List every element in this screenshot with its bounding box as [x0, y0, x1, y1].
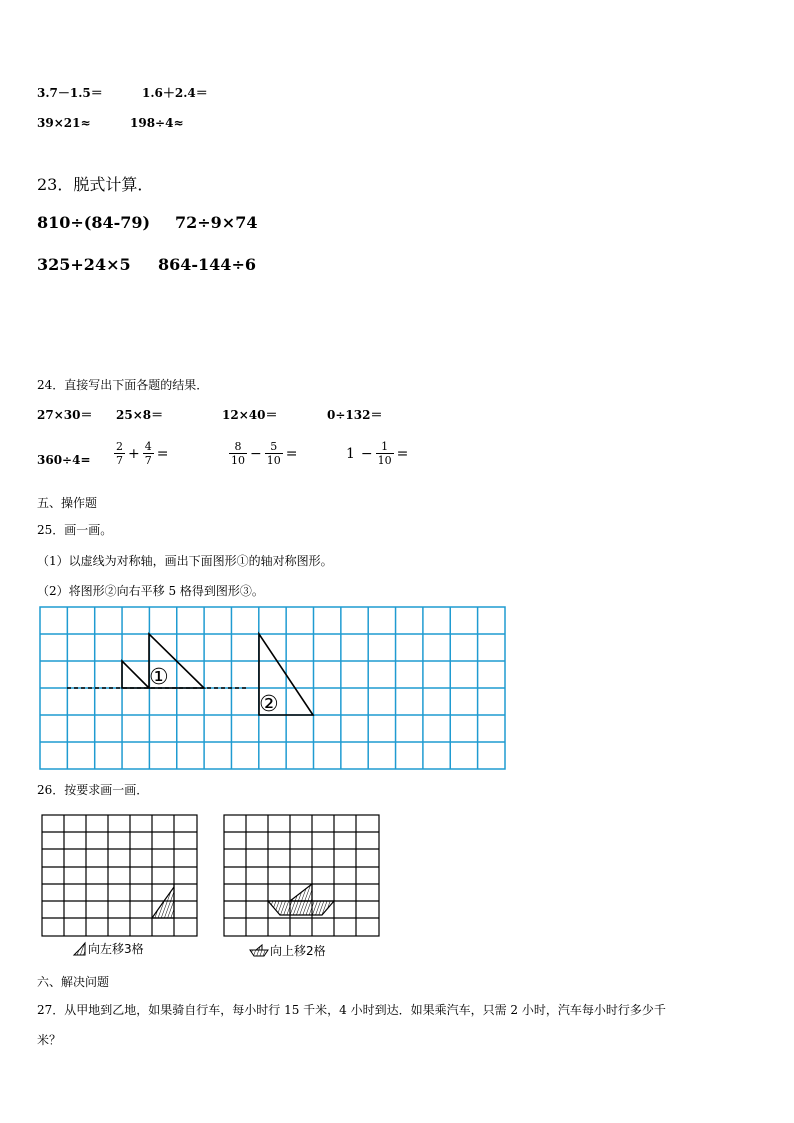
question-25-part1: （1）以虚线为对称轴，画出下面图形①的轴对称图形。: [37, 554, 333, 568]
shape-2-label: ②: [259, 692, 279, 717]
calc-item: 198÷4≈: [130, 116, 184, 130]
q26-left-grid: [42, 815, 198, 937]
expression: 864-144÷6: [158, 255, 256, 274]
shape-1-label: ①: [149, 665, 169, 690]
calc-item: 27×30＝: [37, 408, 93, 422]
calc-item: 1.6＋2.4＝: [142, 86, 208, 100]
question-25-part2: （2）将图形②向右平移 5 格得到图形③。: [37, 584, 264, 598]
fraction-expression-3: 1 − $\frac{1}{10}$ =: [346, 440, 409, 467]
calc-item: 25×8＝: [116, 408, 164, 422]
section-six-title: 六、解决问题: [37, 975, 110, 989]
expression: 810÷(84-79): [37, 213, 151, 232]
calc-item: 39×21≈: [37, 116, 91, 130]
q25-grid-figure: [40, 607, 506, 770]
fraction-expression-1: $\frac{2}{7}$ + $\frac{4}{7}$ =: [116, 440, 169, 467]
boat-shape: [268, 884, 334, 915]
expression: 72÷9×74: [175, 213, 258, 232]
question-23-title: 23．脱式计算．: [37, 175, 154, 194]
right-caption: 向上移2格: [248, 940, 326, 959]
question-26-title: 26．按要求画一画．: [37, 783, 149, 797]
q26-right-grid: [224, 815, 380, 937]
section-five-title: 五、操作题: [37, 496, 98, 510]
calc-item: 360÷4=: [37, 453, 91, 467]
calc-item: 0÷132＝: [327, 408, 383, 422]
calc-item: 12×40＝: [222, 408, 278, 422]
calc-item: 3.7－1.5＝: [37, 86, 103, 100]
question-27-line1: 27．从甲地到乙地，如果骑自行车，每小时行 15 千米，4 小时到达．如果乘汽车，只需 2 小时，汽车每小时行多少千: [37, 1003, 666, 1017]
question-25-title: 25．画一画。: [37, 523, 113, 537]
boat-icon: [248, 944, 270, 958]
expression: 325+24×5: [37, 255, 131, 274]
question-24-title: 24．直接写出下面各题的结果．: [37, 378, 209, 392]
question-27-line2: 米？: [37, 1033, 62, 1047]
fraction-expression-2: $\frac{8}{10}$ − $\frac{5}{10}$ =: [231, 440, 298, 467]
left-caption: 向左移3格: [72, 938, 144, 957]
flag-icon: [72, 942, 88, 956]
